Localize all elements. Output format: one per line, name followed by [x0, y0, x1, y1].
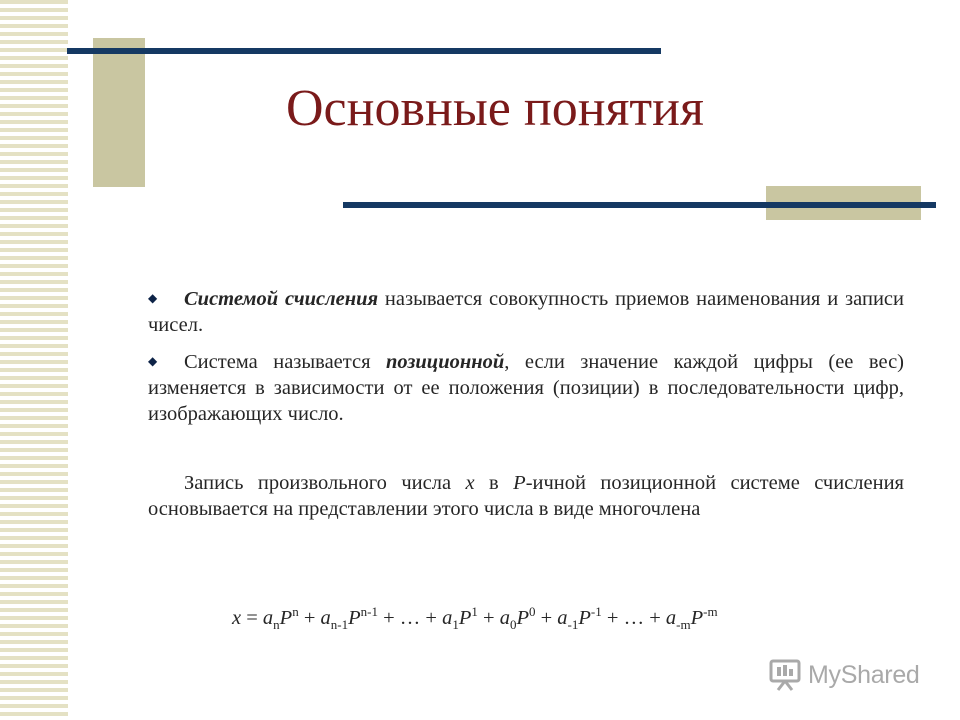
formula-subscript: 1 [452, 616, 459, 632]
decorative-block-left [93, 38, 145, 187]
text-run: -ичной позиционной системе счисления основывается на представлении этого числа в виде многочлена [148, 472, 904, 520]
formula-exponent: n-1 [360, 604, 378, 619]
formula-subscript: -1 [567, 616, 579, 632]
formula-operator: + [535, 606, 558, 629]
formula-operator: + [377, 606, 400, 629]
formula-operator: + [644, 606, 666, 629]
formula-base: P [348, 606, 361, 629]
formula-coefficient: a [262, 606, 274, 629]
formula-subscript: 0 [509, 616, 517, 632]
formula-term [320, 604, 378, 632]
text-run: , если значение каждой цифры (ее вес) изменяется в зависимости от ее положения (позиции) в последовательности цифр, изображающих число. [148, 351, 904, 425]
presentation-board-icon [768, 658, 802, 692]
formula-operator: + [601, 606, 624, 629]
formula-ellipsis: … [623, 606, 645, 629]
formula-exponent: 0 [528, 604, 536, 619]
text-run: x [465, 472, 475, 494]
formula-operator: + [477, 606, 500, 629]
watermark [768, 655, 920, 695]
formula-term [499, 604, 536, 632]
formula-exponent: 1 [471, 604, 478, 619]
text-run: Запись произвольного числа [184, 472, 466, 494]
formula-coefficient: a [665, 606, 677, 629]
formula-lhs: x [232, 606, 242, 629]
title-rule-bottom [343, 202, 936, 208]
formula-base: P [516, 606, 529, 629]
formula-term [665, 604, 718, 632]
text-run: P [513, 472, 526, 494]
slide-body [148, 285, 904, 522]
formula-subscript: n [273, 616, 280, 632]
formula-base: P [279, 606, 293, 629]
watermark-text: MyShared [808, 660, 920, 689]
slide-title: Основные понятия [286, 80, 704, 137]
formula-operator: = [241, 606, 263, 629]
formula-base: P [578, 606, 591, 629]
text-run: называется совокупность приемов наименования и записи чисел. [148, 288, 904, 336]
formula-subscript: -m [676, 616, 691, 632]
formula-coefficient: a [320, 606, 331, 629]
formula-ellipsis: … [399, 606, 421, 629]
formula-term [442, 604, 478, 632]
formula-exponent: n [292, 604, 299, 619]
formula-coefficient: a [442, 606, 453, 629]
polynomial-formula [232, 604, 718, 633]
formula-coefficient: a [557, 606, 568, 629]
text-run: позиционной [386, 351, 505, 373]
formula-base: P [690, 606, 704, 629]
formula-exponent: -1 [590, 604, 602, 619]
formula-subscript: n-1 [330, 616, 349, 632]
diamond-bullet-icon: ◆ [148, 354, 158, 368]
bullet-list [148, 285, 904, 427]
title-rule-top [67, 48, 661, 54]
formula-term [557, 604, 602, 632]
formula-operator: + [298, 606, 321, 629]
diamond-bullet-icon: ◆ [148, 291, 158, 305]
decorative-stripe-panel [0, 0, 68, 720]
bullet-item [148, 285, 904, 338]
body-paragraph [148, 470, 904, 522]
formula-coefficient: a [499, 606, 510, 629]
formula-exponent: -m [703, 604, 718, 619]
formula-base: P [458, 606, 472, 629]
text-run: в [474, 472, 514, 494]
formula-term [262, 604, 299, 632]
text-run: Система называется [184, 351, 387, 373]
bullet-item [148, 348, 904, 427]
text-run: Системой счисления [184, 288, 379, 310]
formula-operator: + [420, 606, 443, 629]
